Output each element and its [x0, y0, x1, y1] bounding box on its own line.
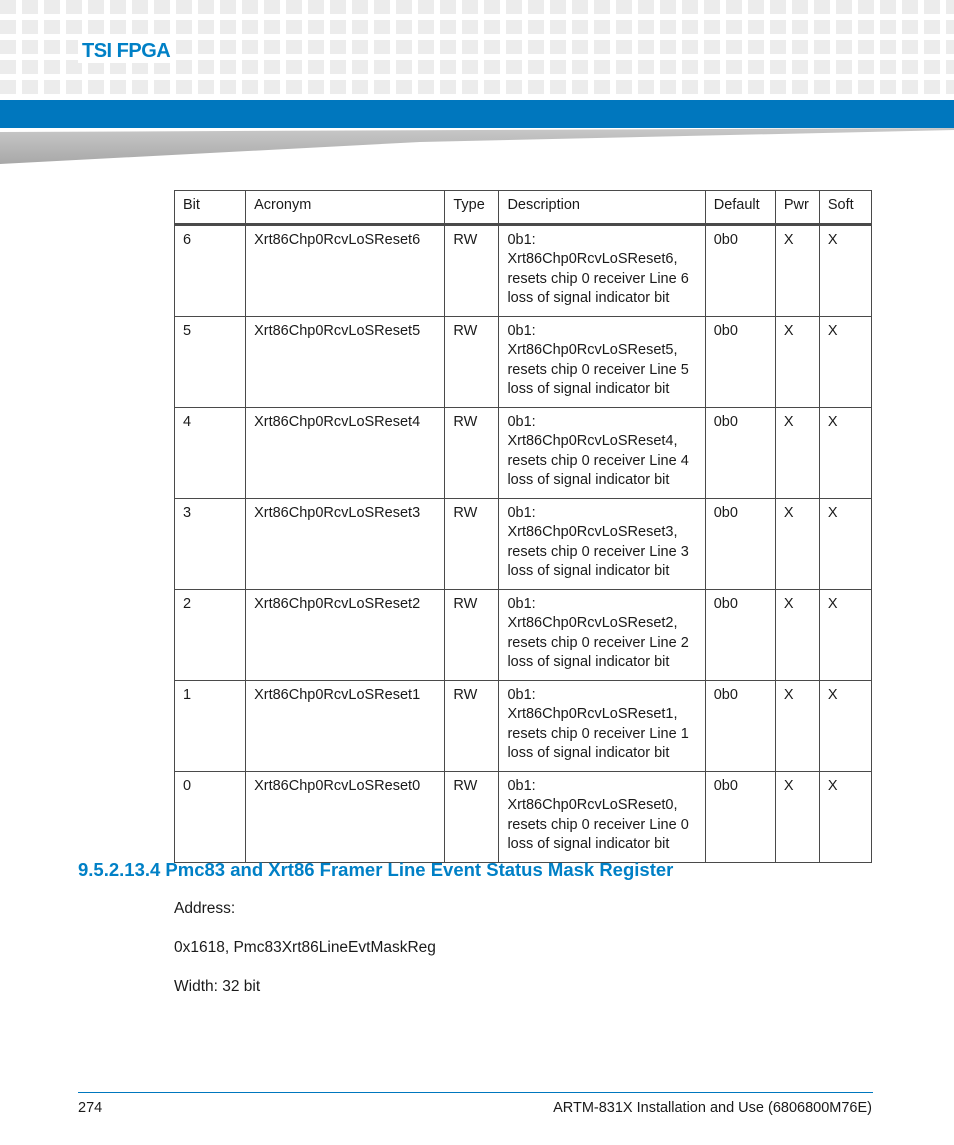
col-header-acronym: Acronym	[246, 191, 445, 225]
desc-line: Xrt86Chp0RcvLoSReset4,	[507, 433, 678, 449]
header-blue-bar	[0, 100, 954, 128]
table-header	[175, 191, 872, 225]
cell-description	[499, 224, 705, 316]
table-header-row	[175, 191, 872, 225]
desc-line: resets chip 0 receiver Line 0	[507, 816, 689, 833]
cell-default: 0b0	[705, 589, 775, 680]
cell-bit: 1	[175, 680, 246, 771]
cell-description	[499, 498, 705, 589]
col-header-pwr: Pwr	[775, 191, 819, 225]
cell-acronym: Xrt86Chp0RcvLoSReset3	[246, 498, 445, 589]
desc-line: resets chip 0 receiver Line 5	[507, 361, 689, 378]
cell-description	[499, 589, 705, 680]
cell-acronym: Xrt86Chp0RcvLoSReset4	[246, 407, 445, 498]
cell-default: 0b0	[705, 224, 775, 316]
desc-line: 0b1:	[507, 777, 536, 794]
desc-line: resets chip 0 receiver Line 2	[507, 634, 689, 651]
table-row	[175, 589, 872, 680]
cell-default: 0b0	[705, 316, 775, 407]
table-row	[175, 407, 872, 498]
table-row	[175, 224, 872, 316]
cell-type: RW	[445, 407, 499, 498]
desc-line: 0b1:	[507, 322, 536, 339]
cell-type: RW	[445, 680, 499, 771]
desc-line: resets chip 0 receiver Line 4	[507, 452, 689, 469]
desc-line: loss of signal indicator bit	[507, 290, 670, 306]
col-header-bit: Bit	[175, 191, 246, 225]
cell-pwr: X	[775, 407, 819, 498]
cell-bit: 0	[175, 771, 246, 862]
desc-line: 0b1:	[507, 686, 536, 703]
cell-pwr: X	[775, 589, 819, 680]
desc-line: resets chip 0 receiver Line 6	[507, 270, 689, 287]
cell-acronym: Xrt86Chp0RcvLoSReset2	[246, 589, 445, 680]
cell-soft: X	[819, 589, 871, 680]
desc-line: loss of signal indicator bit	[507, 381, 670, 397]
desc-line: 0b1:	[507, 413, 536, 430]
register-table	[174, 190, 872, 863]
cell-bit: 6	[175, 224, 246, 316]
desc-line: Xrt86Chp0RcvLoSReset1,	[507, 706, 678, 722]
cell-bit: 2	[175, 589, 246, 680]
cell-pwr: X	[775, 316, 819, 407]
cell-default: 0b0	[705, 498, 775, 589]
desc-line: Xrt86Chp0RcvLoSReset6,	[507, 251, 678, 267]
cell-default: 0b0	[705, 407, 775, 498]
cell-bit: 4	[175, 407, 246, 498]
table-row	[175, 316, 872, 407]
cell-bit: 5	[175, 316, 246, 407]
col-header-soft: Soft	[819, 191, 871, 225]
section-heading: 9.5.2.13.4 Pmc83 and Xrt86 Framer Line Event Status Mask Register	[78, 859, 674, 880]
cell-description	[499, 316, 705, 407]
cell-type: RW	[445, 224, 499, 316]
col-header-default: Default	[705, 191, 775, 225]
cell-default: 0b0	[705, 771, 775, 862]
desc-line: loss of signal indicator bit	[507, 745, 670, 761]
cell-type: RW	[445, 589, 499, 680]
desc-line: loss of signal indicator bit	[507, 563, 670, 579]
cell-type: RW	[445, 498, 499, 589]
col-header-type: Type	[445, 191, 499, 225]
header-title: TSI FPGA	[78, 40, 174, 63]
table-row	[175, 498, 872, 589]
cell-soft: X	[819, 407, 871, 498]
table-row	[175, 771, 872, 862]
desc-line: loss of signal indicator bit	[507, 654, 670, 670]
table-body	[175, 224, 872, 862]
cell-pwr: X	[775, 771, 819, 862]
col-header-description: Description	[499, 191, 705, 225]
page-number: 274	[78, 1100, 103, 1116]
desc-line: loss of signal indicator bit	[507, 472, 670, 488]
cell-soft: X	[819, 224, 871, 316]
desc-line: loss of signal indicator bit	[507, 836, 670, 852]
desc-line: Xrt86Chp0RcvLoSReset0,	[507, 797, 678, 813]
cell-type: RW	[445, 316, 499, 407]
table-row	[175, 680, 872, 771]
cell-soft: X	[819, 680, 871, 771]
cell-description	[499, 771, 705, 862]
desc-line: resets chip 0 receiver Line 1	[507, 725, 689, 742]
cell-description	[499, 680, 705, 771]
cell-soft: X	[819, 771, 871, 862]
register-width: Width: 32 bit	[174, 978, 261, 995]
cell-acronym: Xrt86Chp0RcvLoSReset0	[246, 771, 445, 862]
document-title: ARTM-831X Installation and Use (6806800M76E)	[553, 1100, 872, 1116]
cell-acronym: Xrt86Chp0RcvLoSReset5	[246, 316, 445, 407]
footer-divider	[78, 1092, 873, 1093]
desc-line: resets chip 0 receiver Line 3	[507, 543, 689, 560]
address-label: Address:	[174, 900, 236, 917]
cell-soft: X	[819, 498, 871, 589]
cell-acronym: Xrt86Chp0RcvLoSReset6	[246, 224, 445, 316]
cell-description	[499, 407, 705, 498]
desc-line: 0b1:	[507, 504, 536, 521]
desc-line: Xrt86Chp0RcvLoSReset5,	[507, 342, 678, 358]
header-grey-swoosh	[0, 128, 954, 164]
desc-line: Xrt86Chp0RcvLoSReset2,	[507, 615, 678, 631]
desc-line: 0b1:	[507, 595, 536, 612]
cell-pwr: X	[775, 224, 819, 316]
cell-pwr: X	[775, 498, 819, 589]
desc-line: 0b1:	[507, 231, 536, 248]
cell-soft: X	[819, 316, 871, 407]
cell-type: RW	[445, 771, 499, 862]
cell-pwr: X	[775, 680, 819, 771]
desc-line: Xrt86Chp0RcvLoSReset3,	[507, 524, 678, 540]
cell-bit: 3	[175, 498, 246, 589]
address-value: 0x1618, Pmc83Xrt86LineEvtMaskReg	[174, 939, 436, 956]
cell-acronym: Xrt86Chp0RcvLoSReset1	[246, 680, 445, 771]
cell-default: 0b0	[705, 680, 775, 771]
